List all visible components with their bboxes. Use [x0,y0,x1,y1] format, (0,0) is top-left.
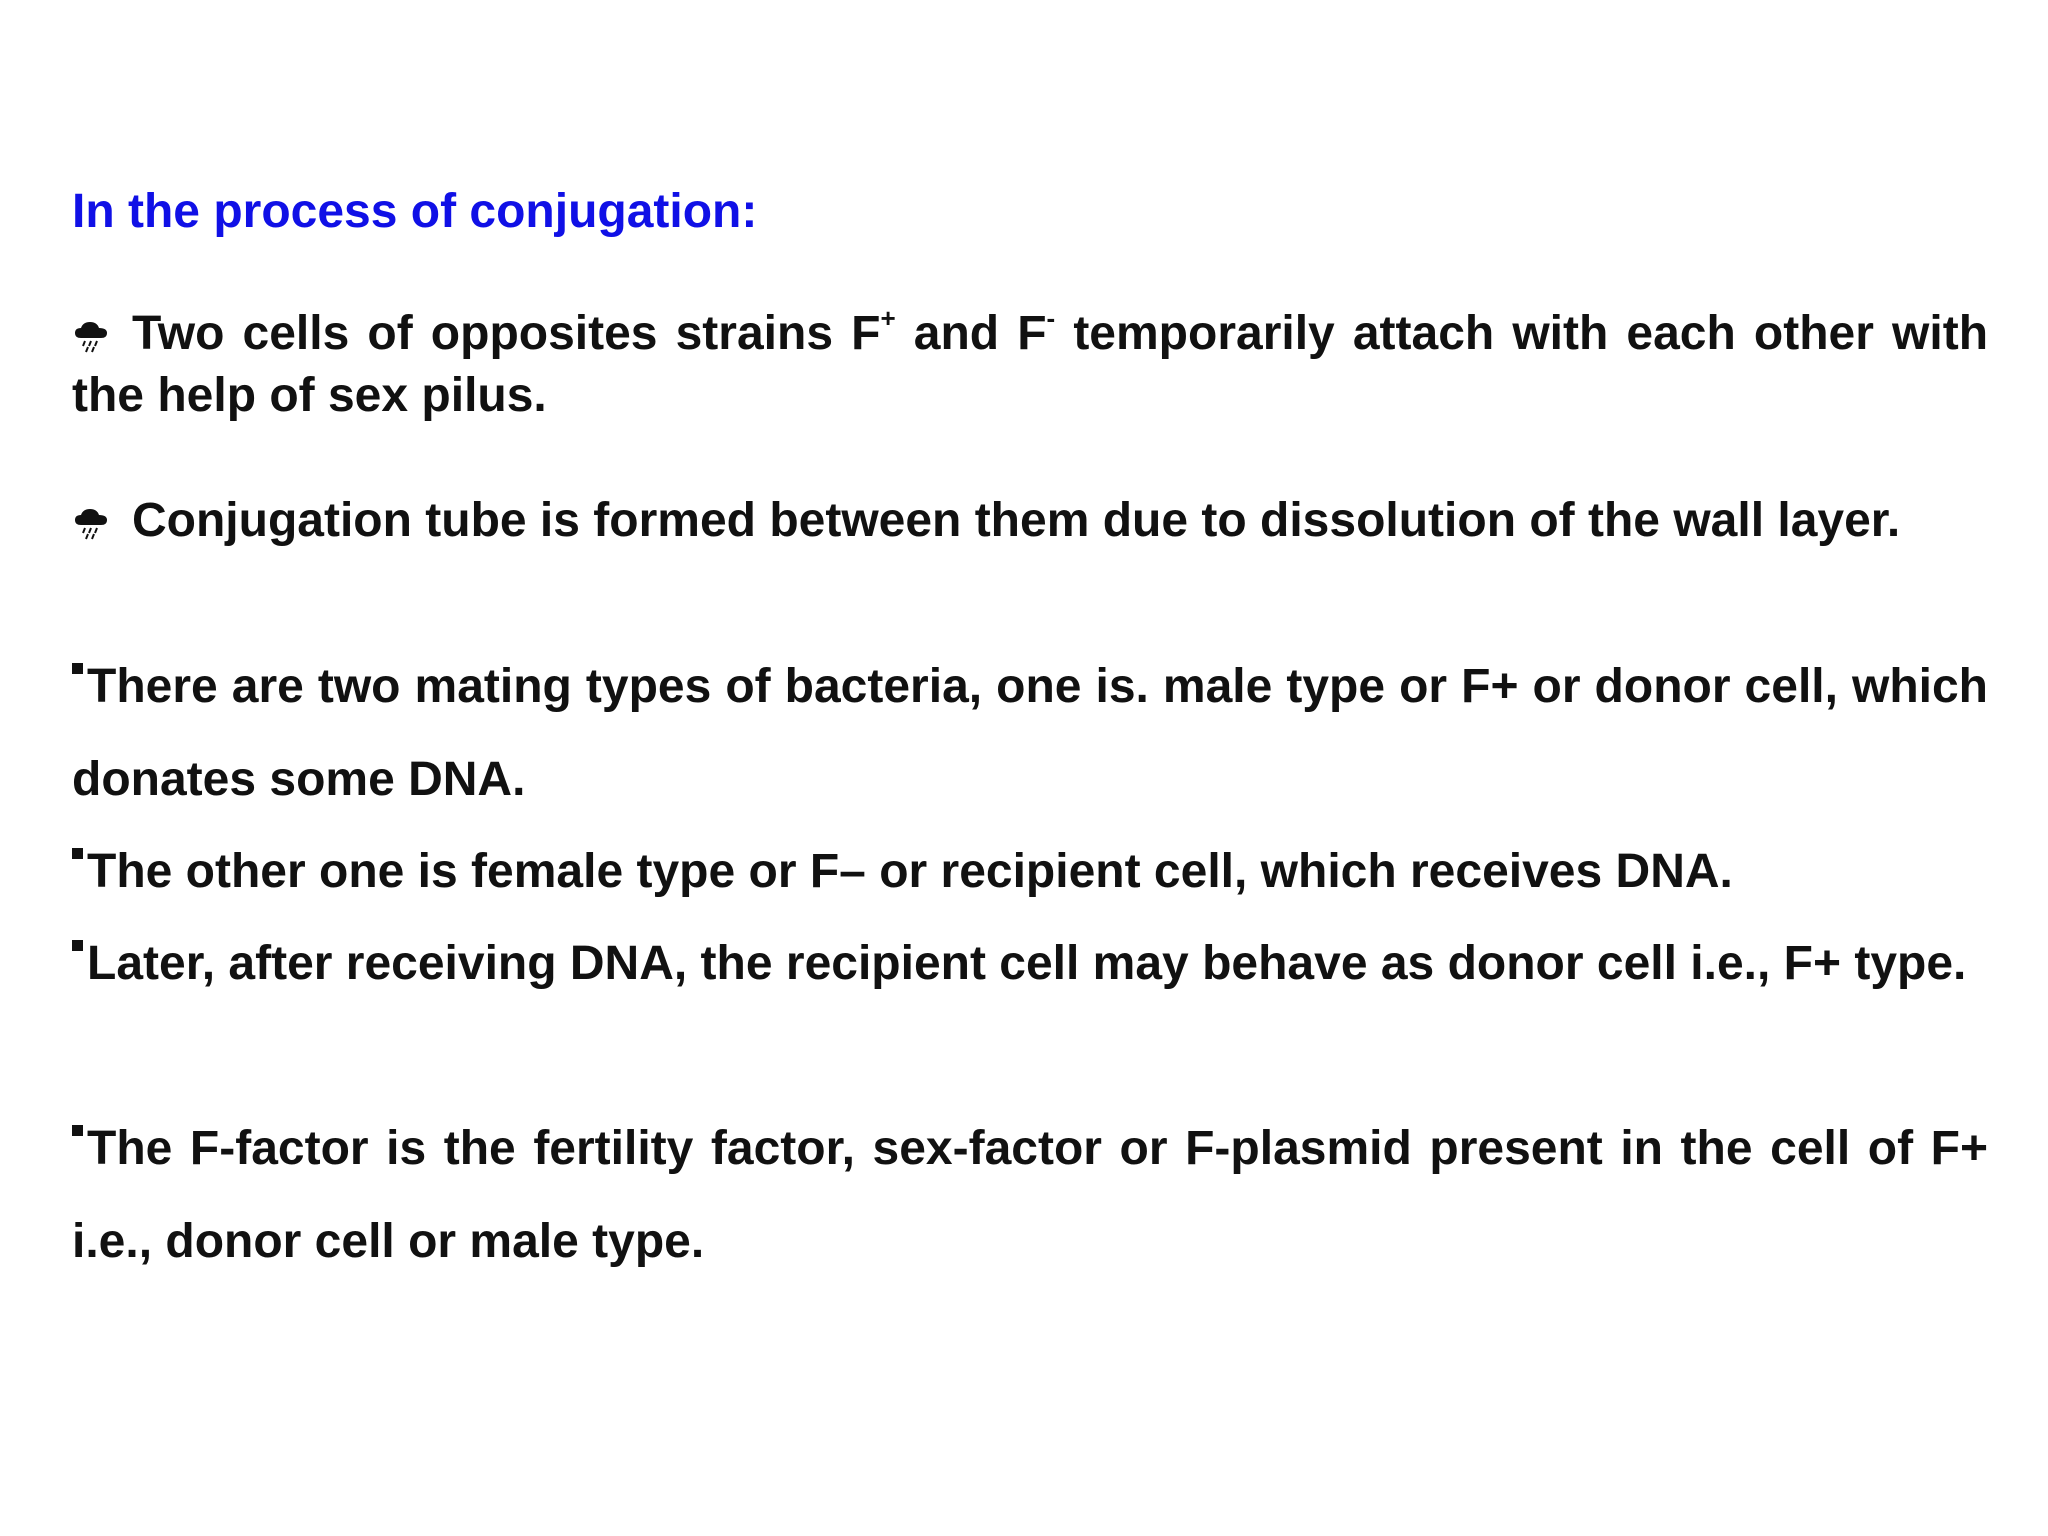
point-text: The F-factor is the fertility factor, sex-factor or F-plasmid present in the cell of F+ i.e., donor cell or male type. [72,1122,1988,1268]
cloud-rain-icon [72,506,110,540]
point-mating-types [72,640,1988,826]
slide-heading: In the process of conjugation: [72,185,758,238]
bullet-text: temporarily attach with each other with the help of sex pilus. [72,307,1989,422]
point-female-type [72,825,1988,918]
point-f-factor [72,1102,1988,1288]
bullet-text: and F [895,307,1047,360]
superscript-plus: + [880,303,896,333]
square-bullet-icon [72,940,83,951]
square-bullet-icon [72,848,83,859]
bullet-attach-cells [72,303,1988,427]
slide [72,0,1988,1536]
point-text: Later, after receiving DNA, the recipient cell may behave as donor cell i.e., F+ type. [87,937,1967,990]
bullet-text: Conjugation tube is formed between them due to dissolution of the wall layer. [132,494,1901,547]
square-bullet-icon [72,1125,83,1136]
superscript-minus: - [1046,303,1056,333]
point-recipient-behaviour [72,917,1988,1010]
point-text: There are two mating types of bacteria, one is. male type or F+ or donor cell, which donates some DNA. [72,660,1988,806]
point-text: The other one is female type or F– or recipient cell, which receives DNA. [87,845,1733,898]
bullet-conjugation-tube [72,490,1988,552]
square-bullet-icon [72,663,83,674]
bullet-text: Two cells of opposites strains F [132,307,881,360]
cloud-rain-icon [72,319,110,353]
